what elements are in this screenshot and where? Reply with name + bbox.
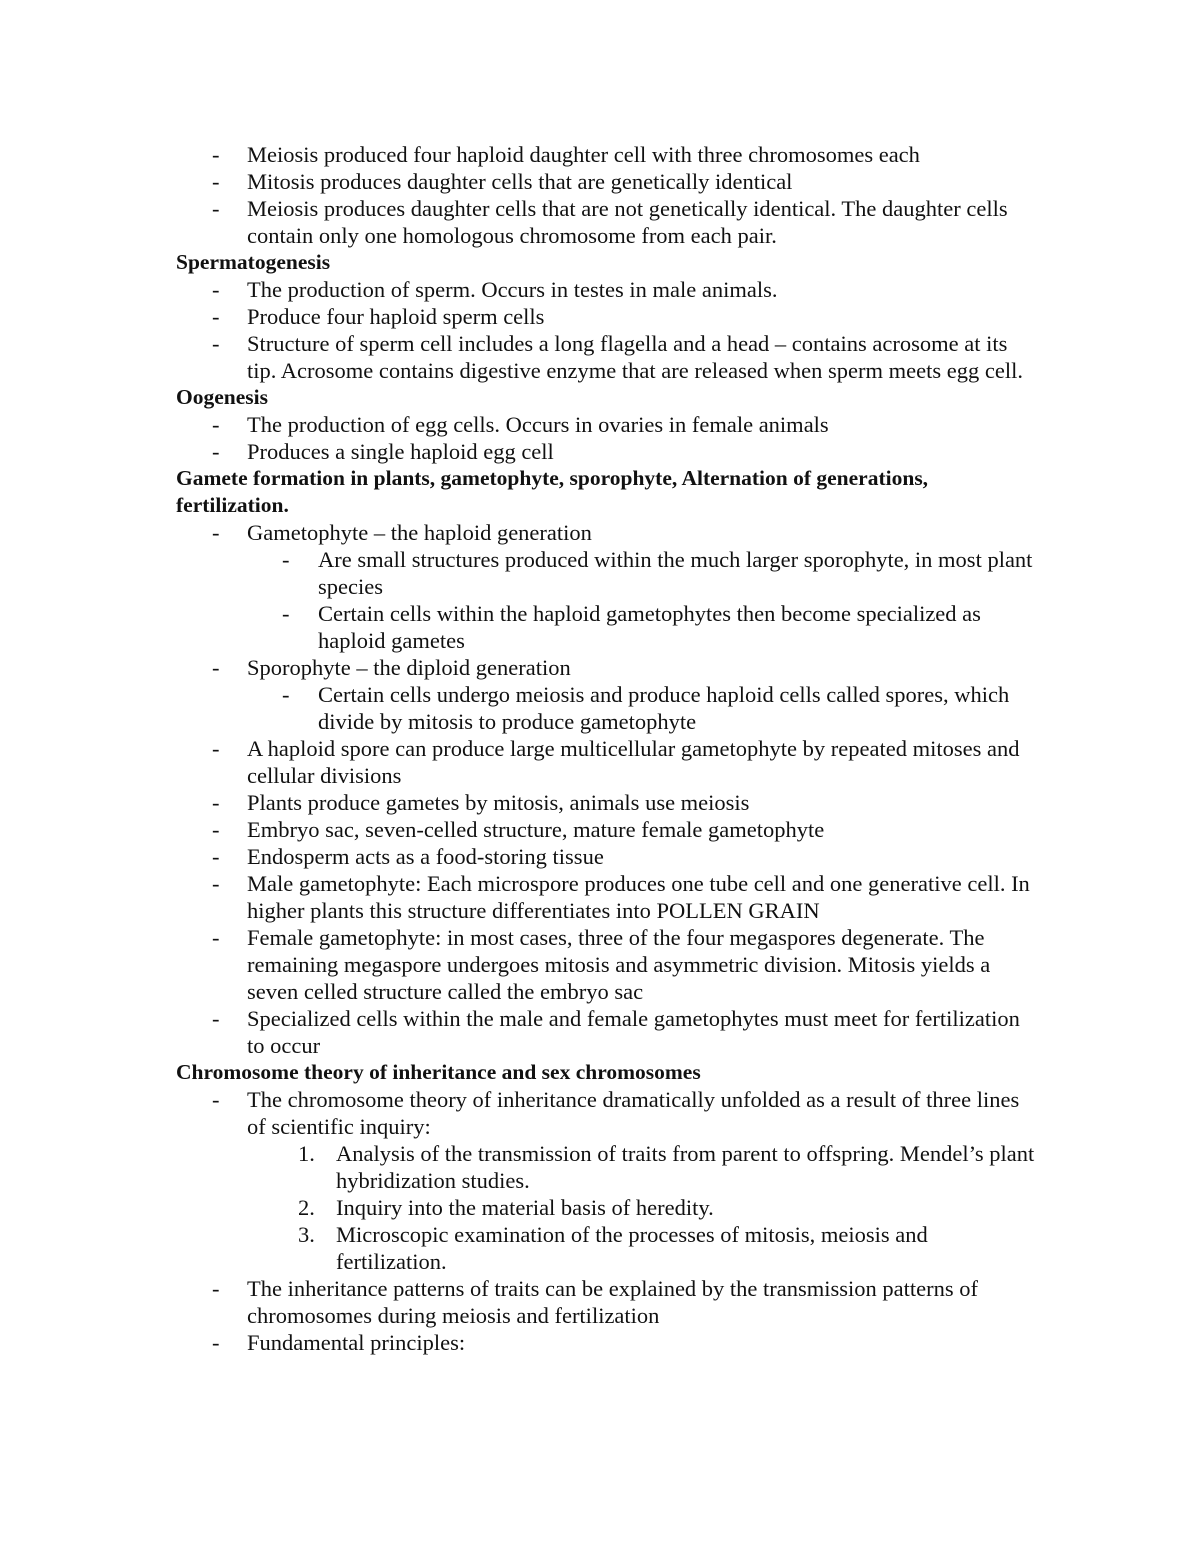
bullet-list-item bbox=[176, 600, 1036, 654]
dash-bullet: - bbox=[212, 331, 220, 356]
list-item-text: Specialized cells within the male and female gametophytes must meet for fertilization to occur bbox=[247, 1006, 1020, 1058]
list-item-text: Certain cells undergo meiosis and produce haploid cells called spores, which divide by mitosis to produce gametophyte bbox=[318, 682, 1010, 734]
list-item-text: A haploid spore can produce large multicellular gametophyte by repeated mitoses and cellular divisions bbox=[247, 736, 1020, 788]
numbered-list-item bbox=[176, 1194, 1036, 1221]
list-item-text: Meiosis produced four haploid daughter cell with three chromosomes each bbox=[247, 142, 920, 167]
list-number: 3. bbox=[298, 1222, 315, 1247]
dash-bullet: - bbox=[282, 601, 290, 626]
dash-bullet: - bbox=[212, 871, 220, 896]
list-item-text: Meiosis produces daughter cells that are not genetically identical. The daughter cells contain only one homologous chromosome from each pair. bbox=[247, 196, 1008, 248]
bullet-list-item bbox=[176, 789, 1036, 816]
dash-bullet: - bbox=[212, 142, 220, 167]
list-item-text: Male gametophyte: Each microspore produces one tube cell and one generative cell. In higher plants this structure differentiates into POLLEN GRAIN bbox=[247, 871, 1030, 923]
bullet-list-item bbox=[176, 276, 1036, 303]
bullet-list-item bbox=[176, 816, 1036, 843]
list-item-text: Embryo sac, seven-celled structure, mature female gametophyte bbox=[247, 817, 825, 842]
dash-bullet: - bbox=[212, 655, 220, 680]
dash-bullet: - bbox=[212, 1087, 220, 1112]
list-item-text: Produces a single haploid egg cell bbox=[247, 439, 554, 464]
list-item-text: Certain cells within the haploid gametophytes then become specialized as haploid gametes bbox=[318, 601, 981, 653]
section-heading: Chromosome theory of inheritance and sex chromosomes bbox=[176, 1060, 701, 1084]
bullet-list-item bbox=[176, 141, 1036, 168]
list-item-text: Are small structures produced within the much larger sporophyte, in most plant species bbox=[318, 547, 1033, 599]
list-item-text: Structure of sperm cell includes a long flagella and a head – contains acrosome at its tip. Acrosome contains digestive enzyme that are released when sperm meets egg cell. bbox=[247, 331, 1023, 383]
section-heading: Spermatogenesis bbox=[176, 250, 331, 274]
bullet-list-item bbox=[176, 843, 1036, 870]
list-item-text: Microscopic examination of the processes of mitosis, meiosis and fertilization. bbox=[336, 1222, 928, 1274]
dash-bullet: - bbox=[212, 790, 220, 815]
section-heading: Gamete formation in plants, gametophyte, sporophyte, Alternation of generations, fertilization. bbox=[176, 466, 929, 517]
numbered-list-item bbox=[176, 1140, 1036, 1194]
list-item-text: Gametophyte – the haploid generation bbox=[247, 520, 592, 545]
list-item-text: Female gametophyte: in most cases, three of the four megaspores degenerate. The remaining megaspore undergoes mitosis and asymmetric division. Mitosis yields a seven celled structure called the embryo sac bbox=[247, 925, 991, 1004]
bullet-list-item bbox=[176, 546, 1036, 600]
dash-bullet: - bbox=[212, 304, 220, 329]
dash-bullet: - bbox=[212, 520, 220, 545]
dash-bullet: - bbox=[212, 925, 220, 950]
bullet-list-item bbox=[176, 330, 1036, 384]
dash-bullet: - bbox=[212, 1330, 220, 1355]
dash-bullet: - bbox=[212, 1006, 220, 1031]
dash-bullet: - bbox=[212, 817, 220, 842]
list-item-text: The inheritance patterns of traits can be explained by the transmission patterns of chromosomes during meiosis and fertilization bbox=[247, 1276, 979, 1328]
bullet-list-item bbox=[176, 681, 1036, 735]
dash-bullet: - bbox=[212, 1276, 220, 1301]
list-number: 2. bbox=[298, 1195, 315, 1220]
list-item-text: The production of egg cells. Occurs in ovaries in female animals bbox=[247, 412, 829, 437]
list-item-text: Fundamental principles: bbox=[247, 1330, 466, 1355]
list-item-text: Mitosis produces daughter cells that are genetically identical bbox=[247, 169, 793, 194]
bullet-list-item bbox=[176, 168, 1036, 195]
dash-bullet: - bbox=[212, 277, 220, 302]
bullet-list-item bbox=[176, 1329, 1036, 1356]
dash-bullet: - bbox=[212, 736, 220, 761]
bullet-list-item bbox=[176, 1086, 1036, 1140]
bullet-list-item bbox=[176, 303, 1036, 330]
bullet-list-item bbox=[176, 735, 1036, 789]
notes-body bbox=[176, 141, 1036, 1356]
dash-bullet: - bbox=[282, 682, 290, 707]
dash-bullet: - bbox=[212, 439, 220, 464]
list-item-text: The chromosome theory of inheritance dramatically unfolded as a result of three lines of scientific inquiry: bbox=[247, 1087, 1020, 1139]
list-item-text: Produce four haploid sperm cells bbox=[247, 304, 545, 329]
bullet-list-item bbox=[176, 519, 1036, 546]
list-item-text: The production of sperm. Occurs in testes in male animals. bbox=[247, 277, 778, 302]
numbered-list-item bbox=[176, 1221, 1036, 1275]
list-item-text: Inquiry into the material basis of heredity. bbox=[336, 1195, 714, 1220]
list-item-text: Analysis of the transmission of traits from parent to offspring. Mendel’s plant hybridization studies. bbox=[336, 1141, 1035, 1193]
list-item-text: Endosperm acts as a food-storing tissue bbox=[247, 844, 604, 869]
dash-bullet: - bbox=[212, 412, 220, 437]
dash-bullet: - bbox=[212, 169, 220, 194]
bullet-list-item bbox=[176, 411, 1036, 438]
bullet-list-item bbox=[176, 1005, 1036, 1059]
bullet-list-item bbox=[176, 654, 1036, 681]
dash-bullet: - bbox=[212, 196, 220, 221]
dash-bullet: - bbox=[282, 547, 290, 572]
bullet-list-item bbox=[176, 924, 1036, 1005]
section-heading: Oogenesis bbox=[176, 385, 268, 409]
list-number: 1. bbox=[298, 1141, 315, 1166]
list-item-text: Sporophyte – the diploid generation bbox=[247, 655, 571, 680]
bullet-list-item bbox=[176, 1275, 1036, 1329]
list-item-text: Plants produce gametes by mitosis, animals use meiosis bbox=[247, 790, 750, 815]
bullet-list-item bbox=[176, 870, 1036, 924]
bullet-list-item bbox=[176, 195, 1036, 249]
dash-bullet: - bbox=[212, 844, 220, 869]
bullet-list-item bbox=[176, 438, 1036, 465]
